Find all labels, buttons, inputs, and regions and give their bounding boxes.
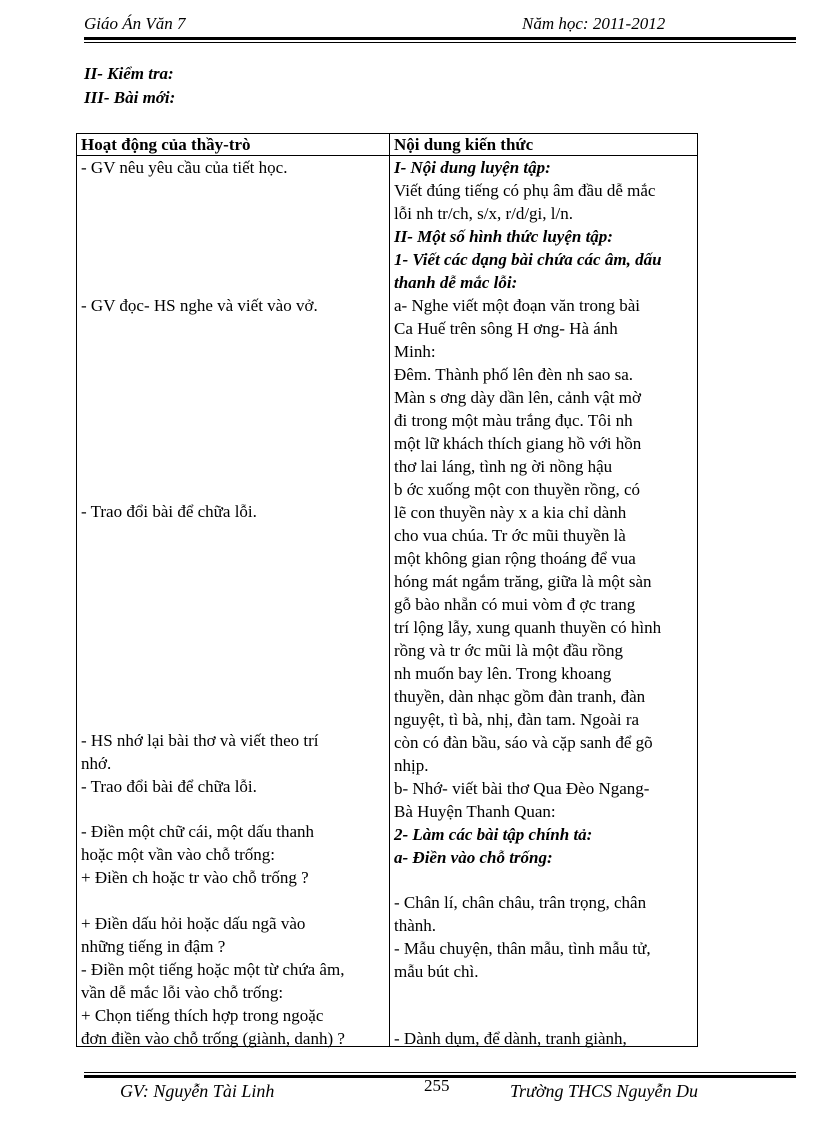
right-line: nhịp.	[394, 756, 429, 775]
right-line: thành.	[394, 916, 437, 935]
right-line: b ớc xuống một con thuyền rồng, có	[394, 480, 641, 499]
right-line: đi trong một màu trắng đục. Tôi nh	[394, 411, 633, 430]
col-header-content: Nội dung kiến thức	[390, 134, 698, 156]
header-subject: Giáo Án Văn 7	[84, 14, 186, 33]
right-line: Minh:	[394, 342, 436, 361]
activities-cell	[77, 156, 390, 1047]
right-line: một lữ khách thích giang hồ với hồn	[394, 434, 642, 453]
footer-rule-thin	[84, 1072, 796, 1073]
header-school-year: Năm học: 2011-2012	[522, 14, 666, 33]
table-body-row	[77, 156, 698, 1047]
left-line: - Trao đổi bài để chữa lỗi.	[81, 502, 257, 521]
right-line: nh muốn bay lên. Trong khoang	[394, 664, 612, 683]
left-line: - Điền một chữ cái, một dấu thanh	[81, 822, 314, 841]
right-line: còn có đàn bầu, sáo và cặp sanh để gõ	[394, 733, 653, 752]
content-cell	[390, 156, 698, 1047]
footer-teacher: GV: Nguyễn Tài Linh	[120, 1081, 275, 1101]
heading-viet-cac-dang-cont: thanh dễ mắc lỗi:	[394, 273, 518, 292]
heading-dien-vao: a- Điền vào chỗ trống:	[394, 848, 553, 867]
table-header-row	[77, 134, 698, 156]
right-line: lỗi nh tr/ch, s/x, r/d/gi, l/n.	[394, 204, 573, 223]
right-line: hóng mát ngắm trăng, giữa là một sàn	[394, 572, 652, 591]
left-line: - Trao đổi bài để chữa lỗi.	[81, 777, 257, 796]
left-line: - Điền một tiếng hoặc một từ chứa âm,	[81, 960, 345, 979]
right-line: Đêm. Thành phố lên đèn nh sao sa.	[394, 365, 634, 384]
left-line: + Điền ch hoặc tr vào chỗ trống ?	[81, 868, 309, 887]
right-line: rồng và tr ớc mũi là một đầu rồng	[394, 641, 623, 660]
header-rule-thick	[84, 37, 796, 40]
left-line: vần dễ mắc lỗi vào chỗ trống:	[81, 983, 284, 1002]
right-line: Bà Huyện Thanh Quan:	[394, 802, 556, 821]
left-line: + Điền dấu hỏi hoặc dấu ngã vào	[81, 914, 306, 933]
section-bai-moi: III- Bài mới:	[84, 88, 176, 107]
right-line: trí lộng lẫy, xung quanh thuyền có hình	[394, 618, 662, 637]
right-line: gỗ bào nhẵn có mui vòm đ ợc trang	[394, 595, 636, 614]
right-line: a- Nghe viết một đoạn văn trong bài	[394, 296, 640, 315]
left-line: - GV nêu yêu cầu của tiết học.	[81, 158, 288, 177]
heading-bai-tap: 2- Làm các bài tập chính tả:	[394, 825, 593, 844]
left-line: nhớ.	[81, 754, 112, 773]
left-line: - GV đọc- HS nghe và viết vào vở.	[81, 296, 318, 315]
right-line: cho vua chúa. Tr ớc mũi thuyền là	[394, 526, 626, 545]
content-column	[390, 156, 697, 1046]
right-line: Ca Huế trên sông H ơng- Hà ánh	[394, 319, 618, 338]
header-rule-thin	[84, 42, 796, 43]
right-line: mẫu bút chì.	[394, 962, 479, 981]
page-number: 255	[424, 1076, 450, 1095]
left-line: - HS nhớ lại bài thơ và viết theo trí	[81, 731, 319, 750]
lesson-table	[76, 133, 698, 1047]
right-line: lẽ con thuyền này x a kia chỉ dành	[394, 503, 627, 522]
activities-column	[77, 156, 389, 1046]
left-line: hoặc một vần vào chỗ trống:	[81, 845, 276, 864]
right-line: thuyền, dàn nhạc gồm đàn tranh, đàn	[394, 687, 646, 706]
right-line: - Dành dụm, để dành, tranh giành,	[394, 1029, 627, 1048]
right-line: một không gian rộng thoáng để vua	[394, 549, 636, 568]
left-line: + Chọn tiếng thích hợp trong ngoặc	[81, 1006, 324, 1025]
left-line: đơn điền vào chỗ trống (giành, danh) ?	[81, 1029, 345, 1048]
heading-viet-cac-dang: 1- Viết các dạng bài chứa các âm, dấu	[394, 250, 662, 269]
col-header-activities: Hoạt động của thầy-trò	[77, 134, 390, 156]
footer-school: Trường THCS Nguyễn Du	[510, 1081, 698, 1101]
right-line: Viết đúng tiếng có phụ âm đầu dễ mắc	[394, 181, 656, 200]
right-line: - Mẫu chuyện, thân mẫu, tình mẫu tử,	[394, 939, 651, 958]
heading-noi-dung: I- Nội dung luyện tập:	[394, 158, 551, 177]
right-line: thơ lai láng, tình ng ời nồng hậu	[394, 457, 613, 476]
left-line: những tiếng in đậm ?	[81, 937, 226, 956]
heading-hinh-thuc: II- Một số hình thức luyện tập:	[394, 227, 613, 246]
right-line: nguyệt, tì bà, nhị, đàn tam. Ngoài ra	[394, 710, 640, 729]
right-line: Màn s ơng dày dần lên, cảnh vật mờ	[394, 388, 641, 407]
section-kiem-tra: II- Kiểm tra:	[84, 64, 174, 83]
right-line: b- Nhớ- viết bài thơ Qua Đèo Ngang-	[394, 779, 650, 798]
right-line: - Chân lí, chân châu, trân trọng, chân	[394, 893, 647, 912]
